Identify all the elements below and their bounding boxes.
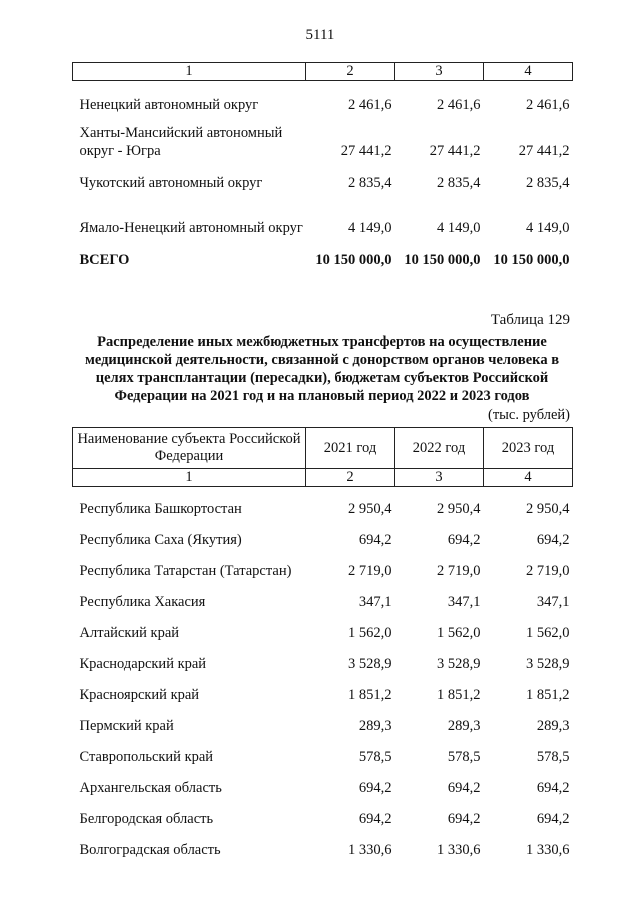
total-value: 10 150 000,0 [404, 252, 481, 268]
table-row [73, 830, 573, 861]
value-cell: 1 330,6 [437, 842, 481, 858]
table-row [73, 799, 573, 830]
value-cell: 2 950,4 [526, 501, 570, 517]
value-cell: 3 528,9 [526, 656, 570, 672]
value-cell: 2 950,4 [348, 501, 392, 517]
region-name: Волгоградская область [79, 842, 221, 858]
value-cell: 27 441,2 [340, 143, 392, 159]
table-row [73, 675, 573, 706]
column-index-row [73, 63, 573, 81]
table-row [73, 520, 573, 551]
table-row [73, 737, 573, 768]
column-index: 2 [306, 63, 395, 81]
value-cell: 578,5 [536, 749, 570, 765]
value-cell: 1 330,6 [526, 842, 570, 858]
table-row [73, 706, 573, 737]
value-cell: 694,2 [447, 532, 481, 548]
value-cell: 289,3 [536, 718, 570, 734]
value-cell: 694,2 [536, 780, 570, 796]
region-name: Ханты-Мансийский автономный округ - Югра [79, 125, 283, 159]
value-cell: 27 441,2 [518, 143, 570, 159]
value-cell: 2 835,4 [437, 175, 481, 191]
value-cell: 2 719,0 [437, 563, 481, 579]
table-row [73, 162, 573, 194]
value-cell: 2 461,6 [348, 97, 392, 113]
table-row [73, 116, 573, 162]
region-name: Пермский край [79, 718, 174, 734]
table-row [73, 582, 573, 613]
table-row [73, 551, 573, 582]
region-name: Белгородская область [79, 811, 214, 827]
region-name: Республика Саха (Якутия) [79, 532, 242, 548]
value-cell: 1 851,2 [437, 687, 481, 703]
table-row [73, 768, 573, 799]
value-cell: 289,3 [447, 718, 481, 734]
region-name: Ямало-Ненецкий автономный округ [79, 220, 303, 236]
table-number-label: Таблица 129 [490, 312, 570, 328]
value-cell: 1 330,6 [348, 842, 392, 858]
value-cell: 2 719,0 [348, 563, 392, 579]
table-row [73, 81, 573, 117]
value-cell: 578,5 [447, 749, 481, 765]
value-cell: 694,2 [447, 811, 481, 827]
value-cell: 3 528,9 [348, 656, 392, 672]
table-row [73, 194, 573, 239]
value-cell: 347,1 [536, 594, 570, 610]
region-name: Республика Башкортостан [79, 501, 242, 517]
region-name: Республика Татарстан (Татарстан) [79, 563, 292, 579]
region-name: Архангельская область [79, 780, 222, 796]
continued-transfers-table [72, 62, 573, 271]
total-label: ВСЕГО [79, 252, 130, 268]
total-value: 10 150 000,0 [315, 252, 392, 268]
value-cell: 694,2 [358, 780, 392, 796]
region-name: Чукотский автономный округ [79, 175, 263, 191]
value-cell: 2 719,0 [526, 563, 570, 579]
value-cell: 1 562,0 [437, 625, 481, 641]
value-cell: 27 441,2 [429, 143, 481, 159]
value-cell: 2 835,4 [526, 175, 570, 191]
value-cell: 2 835,4 [348, 175, 392, 191]
value-cell: 347,1 [447, 594, 481, 610]
value-cell: 1 562,0 [348, 625, 392, 641]
column-header-year: 2023 год [484, 428, 573, 469]
region-name: Краснодарский край [79, 656, 207, 672]
column-index: 1 [73, 63, 306, 81]
total-value: 10 150 000,0 [493, 252, 570, 268]
table-row [73, 644, 573, 675]
value-cell: 694,2 [447, 780, 481, 796]
column-header-year: 2021 год [306, 428, 395, 469]
value-cell: 1 851,2 [348, 687, 392, 703]
value-cell: 694,2 [536, 532, 570, 548]
value-cell: 4 149,0 [348, 220, 392, 236]
region-name: Ненецкий автономный округ [79, 97, 259, 113]
units-label: (тыс. рублей) [488, 407, 570, 423]
region-name: Республика Хакасия [79, 594, 206, 610]
value-cell: 1 562,0 [526, 625, 570, 641]
value-cell: 2 461,6 [437, 97, 481, 113]
value-cell: 347,1 [358, 594, 392, 610]
value-cell: 1 851,2 [526, 687, 570, 703]
value-cell: 4 149,0 [437, 220, 481, 236]
value-cell: 578,5 [358, 749, 392, 765]
value-cell: 694,2 [358, 532, 392, 548]
value-cell: 4 149,0 [526, 220, 570, 236]
region-name: Алтайский край [79, 625, 180, 641]
column-index: 4 [484, 63, 573, 81]
value-cell: 289,3 [358, 718, 392, 734]
table-row [73, 487, 573, 521]
column-index: 3 [395, 63, 484, 81]
column-index: 3 [395, 469, 484, 487]
table-row [73, 613, 573, 644]
region-name: Красноярский край [79, 687, 200, 703]
value-cell: 2 461,6 [526, 97, 570, 113]
value-cell: 2 950,4 [437, 501, 481, 517]
column-index-row [73, 469, 573, 487]
column-index: 4 [484, 469, 573, 487]
value-cell: 694,2 [536, 811, 570, 827]
region-name: Ставропольский край [79, 749, 214, 765]
value-cell: 694,2 [358, 811, 392, 827]
transplantation-table-body [72, 427, 573, 861]
column-header-year: 2022 год [395, 428, 484, 469]
column-header-region: Наименование субъекта Российской Федерации [73, 428, 306, 469]
column-index: 1 [73, 469, 306, 487]
table-title: Распределение иных межбюджетных трансфертов на осуществление медицинской деятельности, связанной с донорством органов человека в целях трансплантации (пересадки), бюджетам субъектов Российской Федерации на 2021 год и на плановый период 2022 и 2023 годов [84, 334, 560, 404]
page-number: 5111 [305, 27, 335, 43]
total-row [73, 239, 573, 271]
value-cell: 3 528,9 [437, 656, 481, 672]
column-index: 2 [306, 469, 395, 487]
column-header-row [73, 428, 573, 469]
